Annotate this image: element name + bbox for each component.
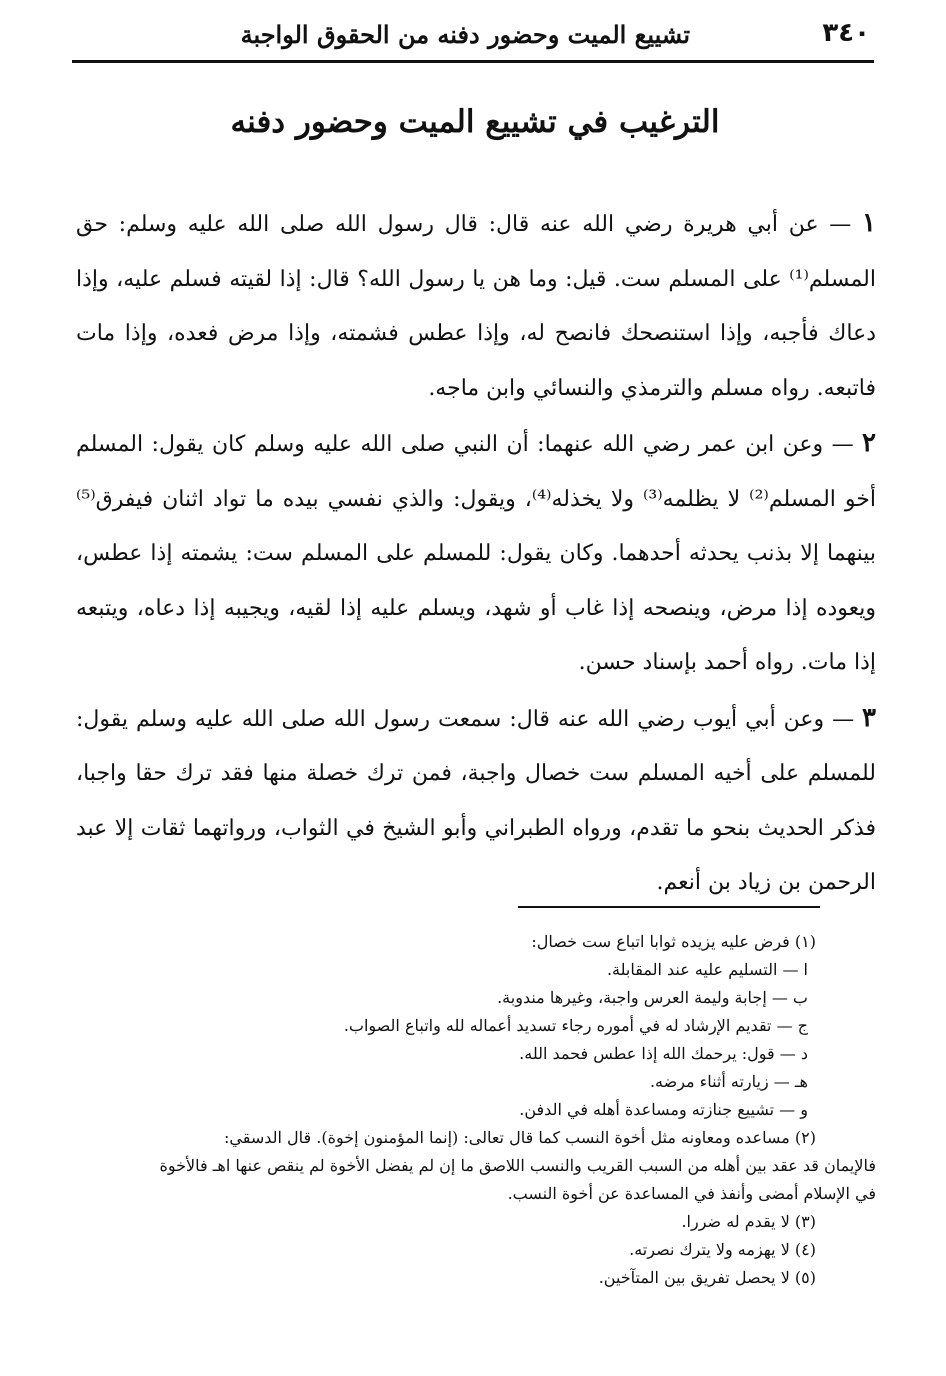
footnote-line: (٥) لا يحصل تفريق بين المتآخين. — [598, 1268, 816, 1287]
header-rule — [72, 60, 874, 63]
hadith-text: — عن أبي هريرة رضي الله عنه قال: قال رسول الله صلى الله عليه وسلم: حق المسلم⁽¹⁾ على المسلم ست. قيل: وما هن يا رسول الله؟ قال: إذا لقيته فسلم عليه، وإذا دعاك فأجبه، وإذا استنصحك فانصح له، وإذا عطس فشمته، وإذا مرض فعده، وإذا مات فاتبعه. رواه مسلم والترمذي والنسائي وابن ماجه. — [76, 212, 876, 401]
footnote-line: (٢) مساعده ومعاونه مثل أخوة النسب كما قال تعالى: (إنما المؤمنون إخوة). قال الدسقي: — [224, 1128, 816, 1147]
hadith-paragraph-3 — [76, 691, 876, 911]
footnote-rule — [518, 906, 820, 908]
hadith-number: ٣ — [862, 702, 876, 733]
footnote-line: و — تشييع جنازته ومساعدة أهله في الدفن. — [519, 1100, 808, 1119]
footnote-line: فالإيمان قد عقد بين أهله من السبب القريب والنسب اللاصق ما إن لم يفضل الأخوة لم ينقص عنها اهـ فالأخوة — [159, 1156, 876, 1175]
footnote-line: د — قول: يرحمك الله إذا عطس فحمد الله. — [519, 1044, 808, 1063]
hadith-paragraph-2 — [76, 416, 876, 691]
page-number: ٣٤٠ — [822, 18, 870, 48]
footnote-line: ا — التسليم عليه عند المقابلة. — [606, 960, 808, 979]
footnote-line: (٤) لا يهزمه ولا يترك نصرته. — [629, 1240, 816, 1259]
footnote-line: (١) فرض عليه يزيده ثوابا اتباع ست خصال: — [531, 932, 816, 951]
footnote-line: ج — تقديم الإرشاد له في أموره رجاء تسديد أعماله لله واتباع الصواب. — [343, 1016, 808, 1035]
footnotes — [70, 928, 876, 1292]
running-title: تشييع الميت وحضور دفنه من الحقوق الواجبة — [240, 20, 690, 49]
body-text — [76, 196, 876, 911]
chapter-title: الترغيب في تشييع الميت وحضور دفنه — [230, 104, 720, 140]
footnote-line: هـ — زيارته أثناء مرضه. — [649, 1072, 808, 1091]
hadith-number: ٢ — [862, 428, 876, 458]
footnote-line: (٣) لا يقدم له ضررا. — [681, 1212, 816, 1231]
footnote-line: ب — إجابة وليمة العرس واجبة، وغيرها مندوبة. — [497, 988, 808, 1007]
footnote-line: في الإسلام أمضى وأنفذ في المساعدة عن أخوة النسب. — [507, 1184, 876, 1203]
hadith-text: — وعن أبي أيوب رضي الله عنه قال: سمعت رسول الله صلى الله عليه وسلم يقول: للمسلم على أخيه المسلم ست خصال واجبة، فمن ترك خصلة منها فقد ترك حقا واجبا، فذكر الحديث بنحو ما تقدم، ورواه الطبراني وأبو الشيخ في الثواب، ورواتهما ثقات إلا عبد الرحمن بن زياد بن أنعم. — [76, 706, 876, 895]
hadith-paragraph-1 — [76, 196, 876, 416]
hadith-number: ١ — [862, 208, 876, 238]
hadith-text: — وعن ابن عمر رضي الله عنهما: أن النبي صلى الله عليه وسلم كان يقول: المسلم أخو المسلم⁽²⁾ لا يظلمه⁽³⁾ ولا يخذله⁽⁴⁾، ويقول: والذي نفسي بيده ما تواد اثنان فيفرق⁽⁵⁾ بينهما إلا بذنب يحدثه أحدهما. وكان يقول: للمسلم على المسلم ست: يشمته إذا عطس، ويعوده إذا مرض، وينصحه إذا غاب أو شهد، ويسلم عليه إذا لقيه، ويجيبه إذا دعاه، ويتبعه إذا مات. رواه أحمد بإسناد حسن. — [76, 432, 876, 675]
running-header — [70, 14, 870, 54]
